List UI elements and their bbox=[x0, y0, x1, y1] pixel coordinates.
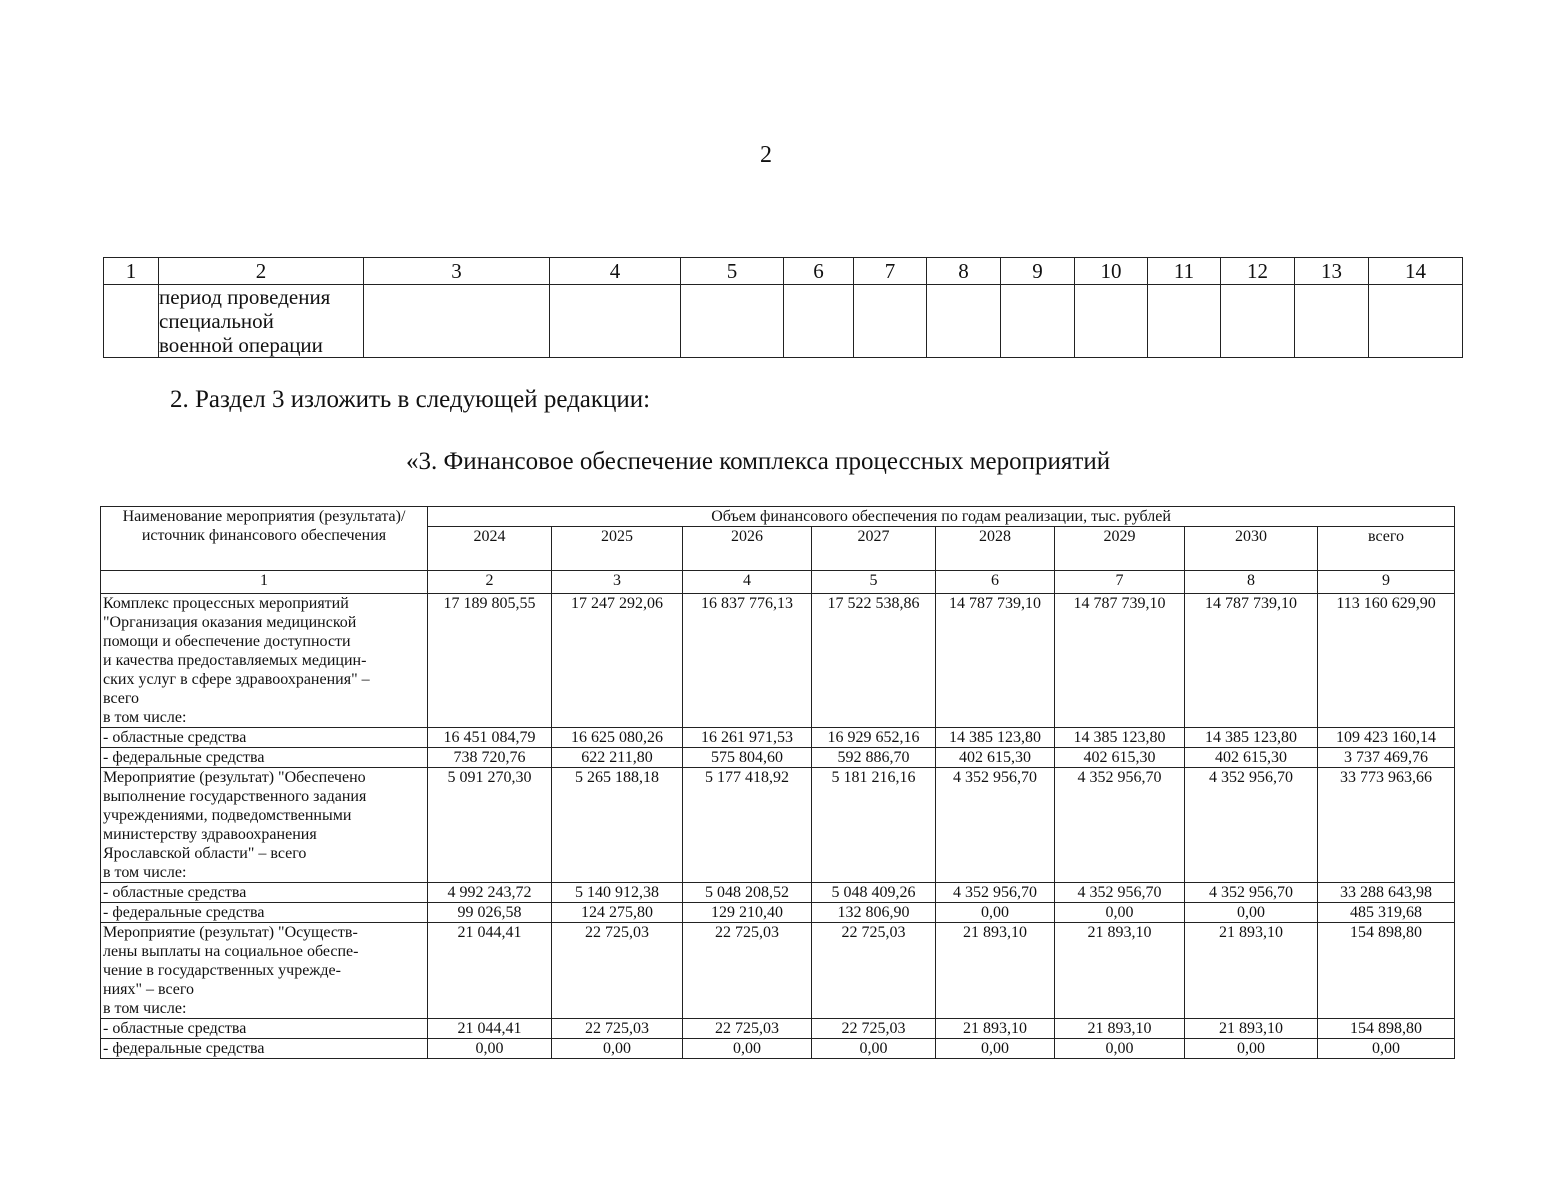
row-name-line: в том числе: bbox=[103, 864, 187, 881]
row-name bbox=[101, 1039, 428, 1059]
column-number: 1 bbox=[104, 258, 159, 285]
value-cell: 0,00 bbox=[683, 1039, 812, 1059]
value-cell: 0,00 bbox=[1185, 1039, 1318, 1059]
financing-header-row bbox=[101, 507, 1455, 527]
value-cell: 592 886,70 bbox=[812, 748, 936, 768]
year-header: 2028 bbox=[936, 527, 1055, 571]
empty-cell bbox=[104, 285, 159, 358]
table-row bbox=[101, 1019, 1455, 1039]
top-table-header-row bbox=[104, 258, 1463, 285]
value-cell: 21 893,10 bbox=[1055, 1019, 1185, 1039]
value-cell: 738 720,76 bbox=[428, 748, 552, 768]
row-name-line: лены выплаты на социальное обеспе- bbox=[103, 943, 359, 960]
column-number: 6 bbox=[936, 571, 1055, 594]
value-cell: 4 992 243,72 bbox=[428, 883, 552, 903]
value-cell: 14 787 739,10 bbox=[936, 594, 1055, 728]
empty-cell bbox=[550, 285, 681, 358]
value-cell: 21 044,41 bbox=[428, 1019, 552, 1039]
section-title: «3. Финансовое обеспечение комплекса процессных мероприятий bbox=[406, 448, 1111, 475]
value-cell: 33 773 963,66 bbox=[1318, 768, 1455, 883]
year-header: 2024 bbox=[428, 527, 552, 571]
table-row bbox=[101, 903, 1455, 923]
column-number: 11 bbox=[1148, 258, 1221, 285]
value-cell: 4 352 956,70 bbox=[1185, 768, 1318, 883]
empty-cell bbox=[784, 285, 854, 358]
column-number: 14 bbox=[1369, 258, 1463, 285]
empty-cell bbox=[364, 285, 550, 358]
row-name-line: - федеральные средства bbox=[103, 1040, 265, 1057]
value-cell: 14 385 123,80 bbox=[936, 728, 1055, 748]
value-cell: 109 423 160,14 bbox=[1318, 728, 1455, 748]
year-header: 2025 bbox=[552, 527, 683, 571]
column-number: 3 bbox=[552, 571, 683, 594]
value-cell: 485 319,68 bbox=[1318, 903, 1455, 923]
row-name bbox=[101, 903, 428, 923]
value-cell: 402 615,30 bbox=[936, 748, 1055, 768]
column-number: 5 bbox=[812, 571, 936, 594]
value-cell: 4 352 956,70 bbox=[936, 883, 1055, 903]
empty-cell bbox=[1148, 285, 1221, 358]
value-cell: 17 247 292,06 bbox=[552, 594, 683, 728]
name-column-header: Наименование мероприятия (результата)/ источник финансового обеспечения bbox=[101, 507, 428, 571]
row-name-line: и качества предоставляемых медицин- bbox=[103, 652, 367, 669]
row-name bbox=[101, 1019, 428, 1039]
top-table-row bbox=[104, 285, 1463, 358]
row-name bbox=[101, 748, 428, 768]
value-cell: 17 522 538,86 bbox=[812, 594, 936, 728]
value-cell: 17 189 805,55 bbox=[428, 594, 552, 728]
value-cell: 99 026,58 bbox=[428, 903, 552, 923]
column-numbers-row bbox=[101, 571, 1455, 594]
value-cell: 21 893,10 bbox=[1055, 923, 1185, 1019]
row-name-line: ских услуг в сфере здравоохранения" – bbox=[103, 671, 370, 688]
value-cell: 14 385 123,80 bbox=[1055, 728, 1185, 748]
column-number: 8 bbox=[1185, 571, 1318, 594]
value-cell: 4 352 956,70 bbox=[1055, 768, 1185, 883]
row-name-line: министерству здравоохранения bbox=[103, 826, 317, 843]
column-number: 1 bbox=[101, 571, 428, 594]
value-cell: 16 837 776,13 bbox=[683, 594, 812, 728]
page-number: 2 bbox=[760, 142, 772, 168]
column-number: 13 bbox=[1295, 258, 1369, 285]
row-name-line: учреждениями, подведомственными bbox=[103, 807, 352, 824]
value-cell: 5 091 270,30 bbox=[428, 768, 552, 883]
value-cell: 14 787 739,10 bbox=[1055, 594, 1185, 728]
row-name bbox=[101, 768, 428, 883]
value-cell: 5 048 409,26 bbox=[812, 883, 936, 903]
column-number: 10 bbox=[1075, 258, 1148, 285]
value-cell: 22 725,03 bbox=[683, 1019, 812, 1039]
value-cell: 0,00 bbox=[812, 1039, 936, 1059]
row-name-line: в том числе: bbox=[103, 1000, 187, 1017]
row-name bbox=[101, 923, 428, 1019]
column-number: 5 bbox=[681, 258, 784, 285]
row-name-line: Мероприятие (результат) "Осуществ- bbox=[103, 924, 358, 941]
value-cell: 154 898,80 bbox=[1318, 923, 1455, 1019]
volume-header: Объем финансового обеспечения по годам реализации, тыс. рублей bbox=[428, 507, 1455, 527]
value-cell: 21 893,10 bbox=[1185, 1019, 1318, 1039]
value-cell: 22 725,03 bbox=[683, 923, 812, 1019]
value-cell: 0,00 bbox=[552, 1039, 683, 1059]
value-cell: 622 211,80 bbox=[552, 748, 683, 768]
value-cell: 5 140 912,38 bbox=[552, 883, 683, 903]
column-number: 9 bbox=[1001, 258, 1075, 285]
row-name-line: выполнение государственного задания bbox=[103, 788, 367, 805]
value-cell: 132 806,90 bbox=[812, 903, 936, 923]
value-cell: 5 265 188,18 bbox=[552, 768, 683, 883]
value-cell: 3 737 469,76 bbox=[1318, 748, 1455, 768]
year-header: 2030 bbox=[1185, 527, 1318, 571]
value-cell: 22 725,03 bbox=[812, 923, 936, 1019]
value-cell: 22 725,03 bbox=[552, 923, 683, 1019]
value-cell: 4 352 956,70 bbox=[1055, 883, 1185, 903]
table-row bbox=[101, 883, 1455, 903]
value-cell: 4 352 956,70 bbox=[1185, 883, 1318, 903]
value-cell: 575 804,60 bbox=[683, 748, 812, 768]
row-name-line: ниях" – всего bbox=[103, 981, 195, 998]
value-cell: 0,00 bbox=[936, 1039, 1055, 1059]
row-description bbox=[159, 285, 364, 358]
row-name-line: Мероприятие (результат) "Обеспечено bbox=[103, 769, 366, 786]
empty-cell bbox=[681, 285, 784, 358]
value-cell: 402 615,30 bbox=[1055, 748, 1185, 768]
value-cell: 22 725,03 bbox=[812, 1019, 936, 1039]
value-cell: 33 288 643,98 bbox=[1318, 883, 1455, 903]
value-cell: 0,00 bbox=[936, 903, 1055, 923]
value-cell: 5 048 208,52 bbox=[683, 883, 812, 903]
row-name-line: - областные средства bbox=[103, 884, 247, 901]
value-cell: 0,00 bbox=[1055, 903, 1185, 923]
value-cell: 0,00 bbox=[428, 1039, 552, 1059]
row-name bbox=[101, 728, 428, 748]
value-cell: 21 893,10 bbox=[936, 1019, 1055, 1039]
row-description-line: период проведения bbox=[159, 285, 331, 309]
column-number: 2 bbox=[428, 571, 552, 594]
value-cell: 0,00 bbox=[1318, 1039, 1455, 1059]
value-cell: 14 787 739,10 bbox=[1185, 594, 1318, 728]
year-header: 2029 bbox=[1055, 527, 1185, 571]
value-cell: 402 615,30 bbox=[1185, 748, 1318, 768]
table-row bbox=[101, 728, 1455, 748]
empty-cell bbox=[1221, 285, 1295, 358]
column-number: 6 bbox=[784, 258, 854, 285]
value-cell: 0,00 bbox=[1055, 1039, 1185, 1059]
value-cell: 5 177 418,92 bbox=[683, 768, 812, 883]
value-cell: 4 352 956,70 bbox=[936, 768, 1055, 883]
row-name-line: в том числе: bbox=[103, 709, 187, 726]
column-number: 12 bbox=[1221, 258, 1295, 285]
row-name-line: - федеральные средства bbox=[103, 749, 265, 766]
row-name-line: всего bbox=[103, 690, 140, 707]
column-number: 2 bbox=[159, 258, 364, 285]
year-header: 2026 bbox=[683, 527, 812, 571]
row-name bbox=[101, 883, 428, 903]
table-row bbox=[101, 1039, 1455, 1059]
value-cell: 113 160 629,90 bbox=[1318, 594, 1455, 728]
row-description-line: военной операции bbox=[159, 333, 323, 357]
paragraph: 2. Раздел 3 изложить в следующей редакции: bbox=[170, 386, 651, 413]
row-name bbox=[101, 594, 428, 728]
value-cell: 14 385 123,80 bbox=[1185, 728, 1318, 748]
empty-cell bbox=[1075, 285, 1148, 358]
value-cell: 16 261 971,53 bbox=[683, 728, 812, 748]
value-cell: 16 625 080,26 bbox=[552, 728, 683, 748]
table-row bbox=[101, 594, 1455, 728]
empty-cell bbox=[854, 285, 927, 358]
column-number: 7 bbox=[854, 258, 927, 285]
table-row bbox=[101, 923, 1455, 1019]
row-description-line: специальной bbox=[159, 309, 274, 333]
row-name-line: помощи и обеспечение доступности bbox=[103, 633, 351, 650]
value-cell: 154 898,80 bbox=[1318, 1019, 1455, 1039]
row-name-line: Ярославской области" – всего bbox=[103, 845, 307, 862]
empty-cell bbox=[1369, 285, 1463, 358]
row-name-line: Комплекс процессных мероприятий bbox=[103, 595, 349, 612]
column-number: 9 bbox=[1318, 571, 1455, 594]
row-name-line: - областные средства bbox=[103, 1020, 247, 1037]
empty-cell bbox=[1295, 285, 1369, 358]
year-header: всего bbox=[1318, 527, 1455, 571]
empty-cell bbox=[1001, 285, 1075, 358]
top-table bbox=[103, 257, 1463, 358]
value-cell: 22 725,03 bbox=[552, 1019, 683, 1039]
value-cell: 16 451 084,79 bbox=[428, 728, 552, 748]
row-name-line: - федеральные средства bbox=[103, 904, 265, 921]
table-row bbox=[101, 768, 1455, 883]
value-cell: 21 893,10 bbox=[1185, 923, 1318, 1019]
value-cell: 0,00 bbox=[1185, 903, 1318, 923]
row-name-line: "Организация оказания медицинской bbox=[103, 614, 357, 631]
value-cell: 124 275,80 bbox=[552, 903, 683, 923]
value-cell: 21 893,10 bbox=[936, 923, 1055, 1019]
table-row bbox=[101, 748, 1455, 768]
row-name-line: - областные средства bbox=[103, 729, 247, 746]
row-name-line: чение в государственных учрежде- bbox=[103, 962, 341, 979]
column-number: 7 bbox=[1055, 571, 1185, 594]
value-cell: 21 044,41 bbox=[428, 923, 552, 1019]
value-cell: 16 929 652,16 bbox=[812, 728, 936, 748]
column-number: 4 bbox=[550, 258, 681, 285]
column-number: 8 bbox=[927, 258, 1001, 285]
value-cell: 5 181 216,16 bbox=[812, 768, 936, 883]
year-header: 2027 bbox=[812, 527, 936, 571]
financing-table bbox=[100, 506, 1455, 1059]
empty-cell bbox=[927, 285, 1001, 358]
column-number: 4 bbox=[683, 571, 812, 594]
value-cell: 129 210,40 bbox=[683, 903, 812, 923]
column-number: 3 bbox=[364, 258, 550, 285]
